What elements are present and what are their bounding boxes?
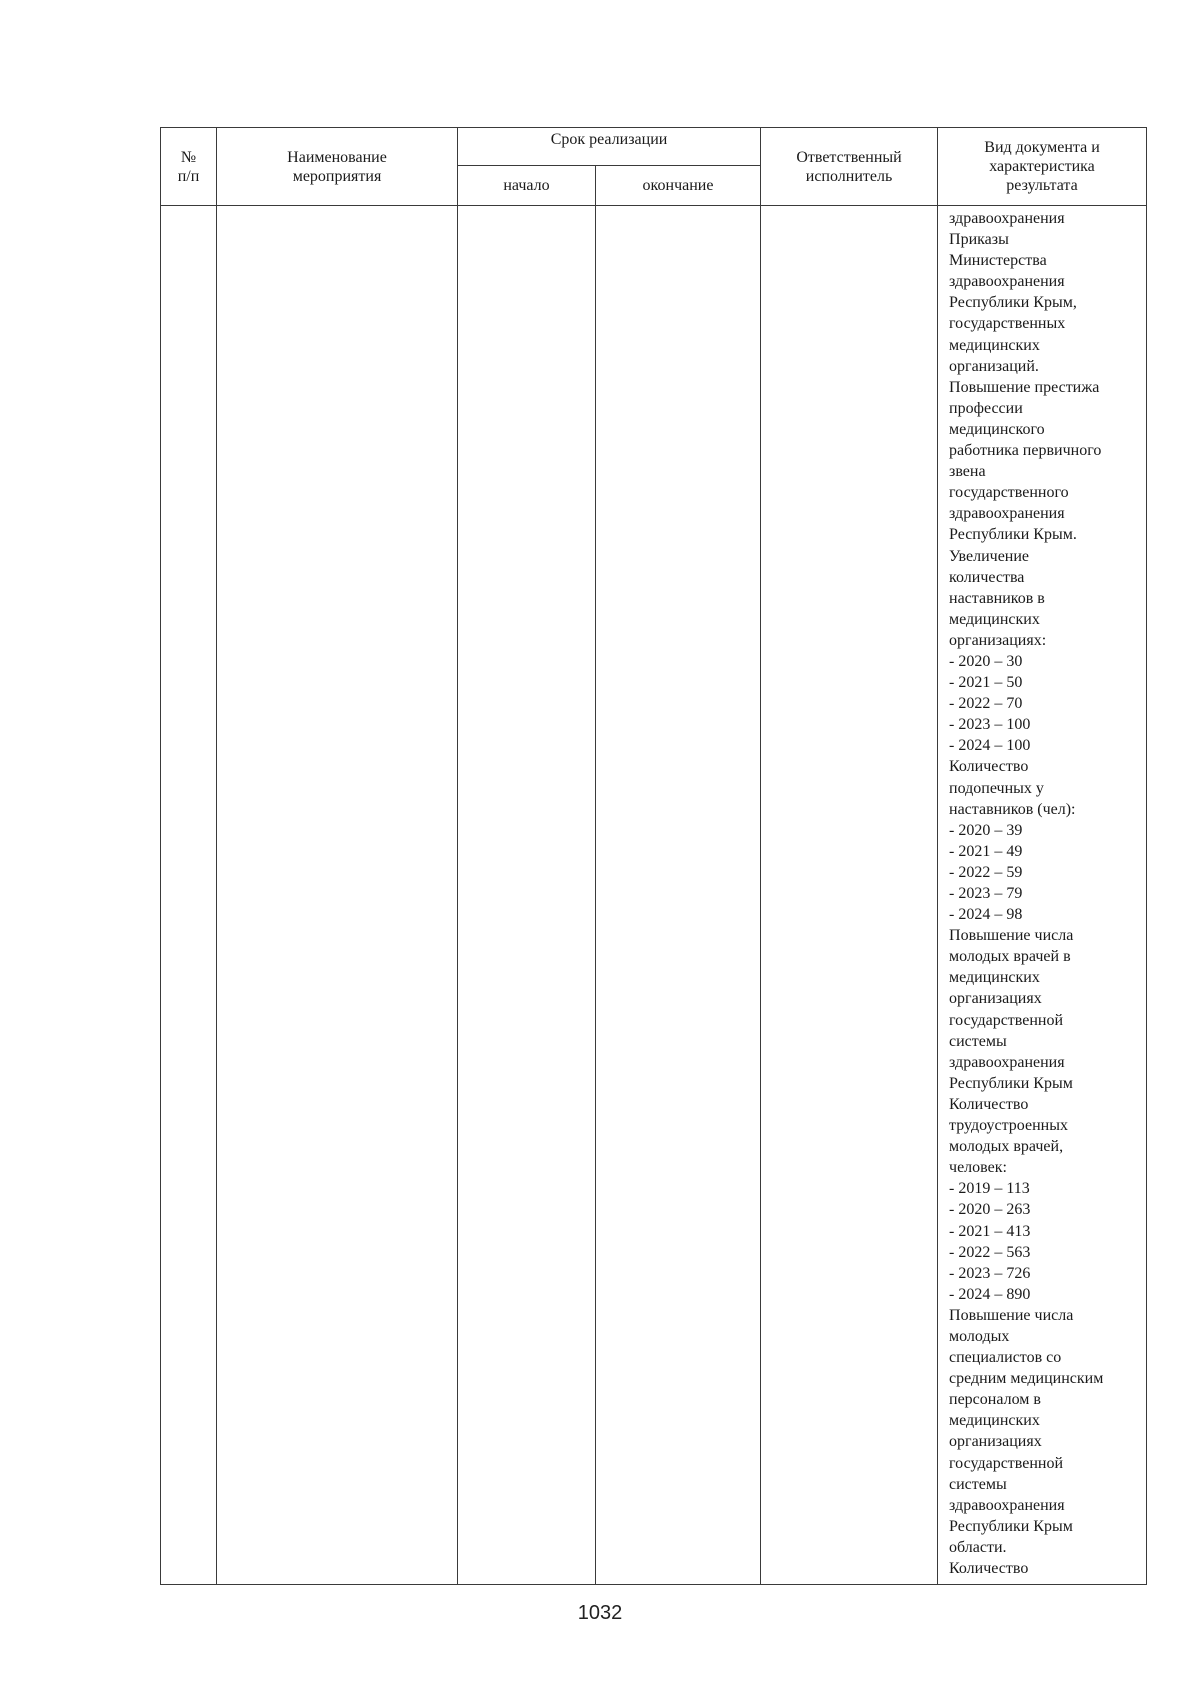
cell-name [217,206,458,1585]
result-line: Министерства [949,252,1047,270]
result-line: молодых [949,1327,1010,1345]
header-name-text: Наименование мероприятия [287,148,387,185]
result-line: системы [949,1032,1007,1050]
result-line: звена [949,463,986,481]
result-line: - 2022 – 70 [949,695,1023,713]
result-line: Количество [949,1560,1029,1577]
header-responsible [761,128,938,206]
result-line: медицинских [949,969,1040,987]
result-line: профессии [949,399,1023,417]
header-name [217,128,458,206]
result-line: Республики Крым [949,1517,1073,1535]
result-line: - 2023 – 100 [949,716,1031,734]
result-line: - 2023 – 79 [949,885,1023,902]
result-line: - 2024 – 98 [949,906,1023,924]
result-line: персоналом в [949,1391,1041,1409]
result-line: государственного [949,484,1069,502]
result-line: государственных [949,315,1066,333]
result-line: медицинских [949,336,1040,354]
result-line: медицинских [949,1412,1040,1430]
cell-end [596,206,761,1585]
result-line: количества [949,568,1025,586]
result-line: специалистов со [949,1349,1062,1367]
cell-result [938,206,1147,1585]
result-line: - 2023 – 726 [949,1264,1031,1282]
result-line: работника первичного [949,442,1102,460]
result-line: наставников в [949,589,1045,607]
result-line: молодых врачей в [949,948,1071,966]
result-line: государственной [949,1011,1064,1029]
header-result [938,128,1147,206]
result-line: здравоохранения [949,210,1065,227]
result-line: подопечных у [949,779,1044,797]
header-number-text: № п/п [177,148,200,185]
header-end [596,166,761,206]
result-line: - 2020 – 263 [949,1201,1031,1219]
header-result-text: Вид документа и характеристика результата [984,139,1100,194]
result-line: Повышение числа [949,1306,1074,1324]
header-number [161,128,217,206]
result-line: Увеличение [949,547,1030,565]
result-line: - 2021 – 413 [949,1222,1031,1240]
result-line: здравоохранения [949,273,1065,291]
header-start [458,166,596,206]
header-end-text: окончание [642,177,714,194]
header-responsible-text: Ответственный исполнитель [796,148,902,185]
result-line: Республики Крым [949,1074,1073,1092]
result-line: организациях: [949,631,1047,649]
cell-number [161,206,217,1585]
result-line: организациях [949,1433,1042,1451]
result-line: здравоохранения [949,505,1065,523]
result-line: системы [949,1475,1007,1493]
result-line: - 2024 – 890 [949,1285,1031,1303]
result-line: Приказы [949,231,1009,249]
result-line: Повышение числа [949,927,1074,945]
result-line: области. [949,1538,1007,1556]
page-number: 1032 [577,1602,623,1624]
result-line: государственной [949,1454,1064,1472]
result-line: Повышение престижа [949,378,1100,396]
result-line: - 2020 – 30 [949,652,1023,670]
header-term-text: Срок реализации [550,131,668,148]
result-line: медицинских [949,610,1040,628]
header-term [458,128,761,166]
result-line: Количество [949,758,1029,776]
result-line: Количество [949,1095,1029,1113]
result-line: - 2020 – 39 [949,821,1023,839]
result-line: Республики Крым. [949,526,1077,544]
result-line: организациях [949,990,1042,1008]
result-line: молодых врачей, [949,1138,1064,1156]
header-start-text: начало [503,177,550,194]
result-line: - 2022 – 563 [949,1243,1031,1261]
result-line: - 2024 – 100 [949,737,1031,755]
result-line: - 2019 – 113 [949,1180,1030,1198]
result-line: - 2021 – 50 [949,674,1023,692]
table-row [161,206,1147,1585]
result-line: Республики Крым, [949,294,1077,312]
cell-start [458,206,596,1585]
result-line: здравоохранения [949,1496,1065,1514]
result-line: организаций. [949,357,1039,375]
result-lines [949,208,1140,1579]
result-line: здравоохранения [949,1053,1065,1071]
result-line: человек: [949,1159,1007,1177]
result-line: - 2022 – 59 [949,863,1023,881]
result-line: медицинского [949,420,1045,438]
cell-responsible [761,206,938,1585]
result-line: наставников (чел): [949,800,1076,818]
result-line: средним медицинским [949,1370,1104,1388]
result-line: - 2021 – 49 [949,842,1023,860]
result-line: трудоустроенных [949,1117,1068,1135]
measures-table [160,127,1147,1585]
